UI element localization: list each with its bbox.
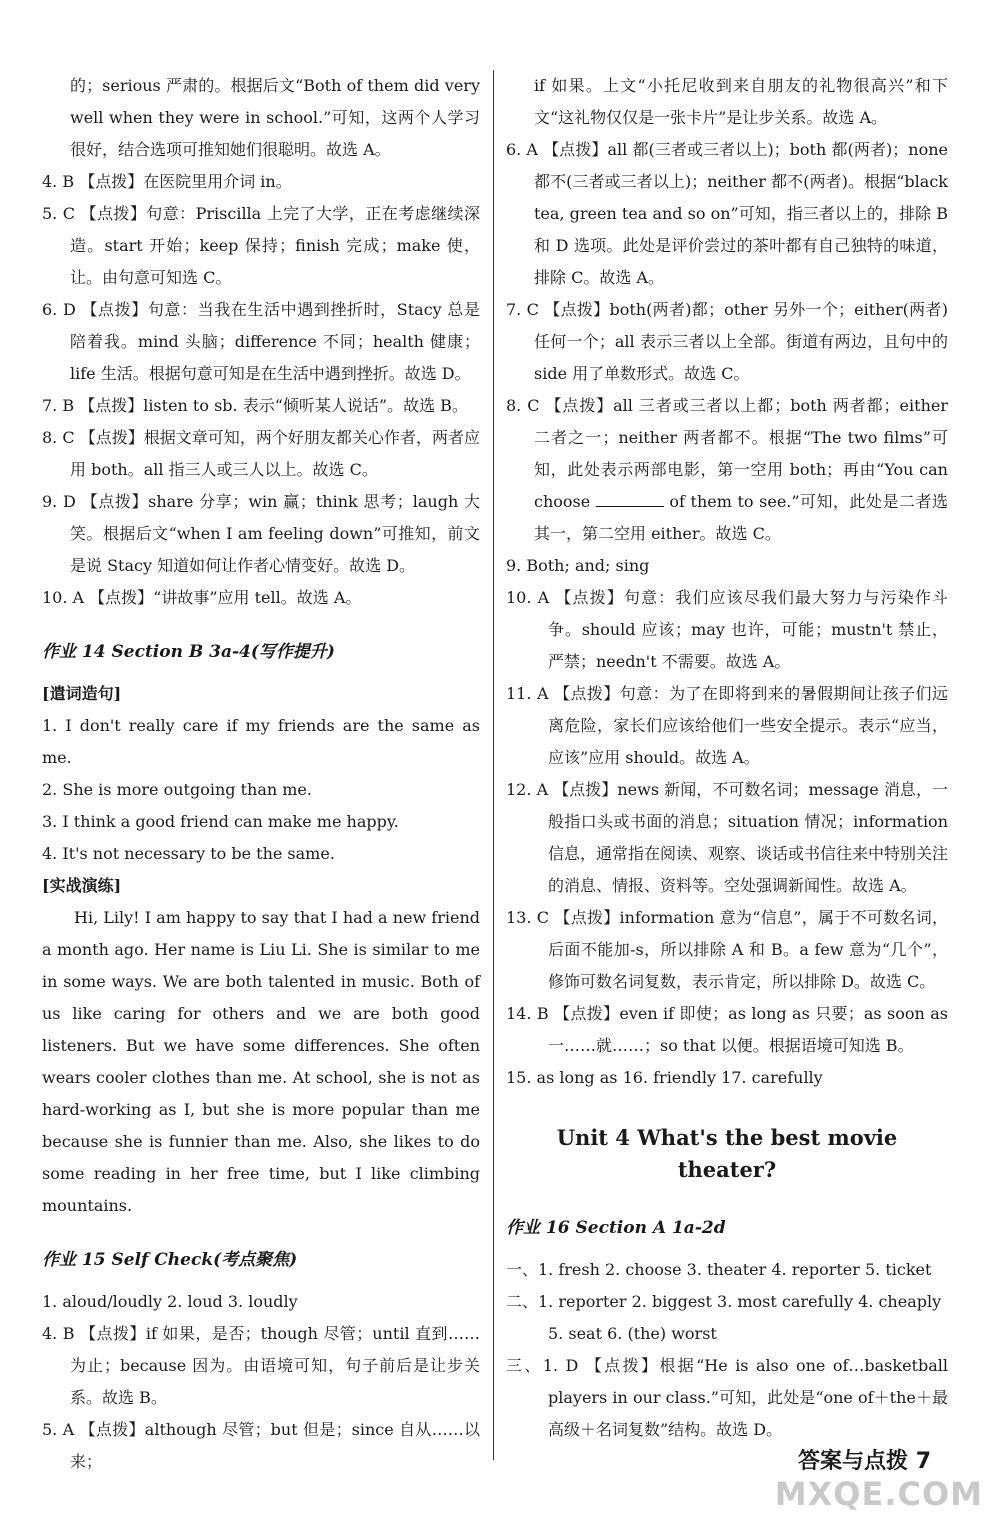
answer-item: 4. B 【点拨】if 如果，是否；though 尽管；until 直到……为止；because 因为。由语境可知，句子前后是让步关系。故选 B。 (42, 1324, 480, 1407)
answer-continuation: 的；serious 严肃的。根据后文“Both of them did very well when they were in school.”可知，这两个人学习很好，结合选项可推知她们很聪明。故选 A。 (70, 76, 480, 159)
answer-item: 11. A 【点拨】句意：为了在即将到来的暑假期间让孩子们远离危险，家长们应该给他们一些安全提示。表示“应当，应该”应用 should。故选 A。 (506, 684, 948, 767)
section-heading: 作业 15 Self Check(考点聚焦) (42, 1250, 298, 1270)
answer-blank (596, 490, 664, 507)
answer-item: 8. C 【点拨】根据文章可知，两个好朋友都关心作者，两者应用 both。all 指三人或三人以上。故选 C。 (42, 428, 480, 479)
answer-item: 6. D 【点拨】句意：当我在生活中遇到挫折时，Stacy 总是陪着我。mind 头脑；difference 不同；health 健康；life 生活。根据句意可知是在生活中遇到挫折。故选 D。 (42, 300, 480, 383)
subsection-label: [实战演练] (42, 876, 122, 895)
answer-text: of them to see.”可知，此处是二者选其一，第二空用 either。故选 C。 (534, 492, 949, 543)
section-heading: 作业 14 Section B 3a-4(写作提升) (42, 642, 335, 662)
answer-item: 12. A 【点拨】news 新闻，不可数名词；message 消息，一般指口头或书面的消息；situation 情况；information 信息，通常指在阅读、观察、谈话或书信往来中特别关注的消息、情报、资料等。空处强调新闻性。故选 A。 (506, 780, 949, 895)
column-divider (493, 70, 494, 1460)
answer-item: 二、1. reporter 2. biggest 3. most carefully 4. cheaply (506, 1292, 942, 1311)
answer-continuation: if 如果。上文“小托尼收到来自朋友的礼物很高兴”和下文“这礼物仅仅是一张卡片”是让步关系。故选 A。 (534, 76, 948, 127)
answer-item: 15. as long as 16. friendly 17. carefully (506, 1068, 823, 1087)
section-heading: 作业 16 Section A 1a-2d (506, 1218, 726, 1238)
left-column (42, 70, 480, 1478)
answer-item: 14. B 【点拨】even if 即使；as long as 只要；as soon as 一……就……；so that 以便。根据语境可知选 B。 (506, 1004, 948, 1055)
sentence-item: 2. She is more outgoing than me. (42, 780, 312, 799)
answer-item: 1. aloud/loudly 2. loud 3. loudly (42, 1292, 298, 1311)
essay-paragraph: Hi, Lily! I am happy to say that I had a new friend a month ago. Her name is Liu Li. She is similar to me in some ways. We are both talented in music. Both of us like caring for others and we are both good listeners. But we have some differences. She often wears cooler clothes than me. At school, she is not as hard-working as I, but she is more popular than me because she is funnier than me. Also, she likes to do some reading in her free time, but I like climbing mountains. (42, 908, 480, 1215)
answer-item: 三、1. D 【点拨】根据“He is also one of…basketball players in our class.”可知，此处是“one of＋the＋最高级＋名词复数”结构。故选 D。 (506, 1356, 948, 1439)
answer-item: 6. A 【点拨】all 都(三者或三者以上)；both 都(两者)；none 都不(三者或三者以上)；neither 都不(两者)。根据“black tea, green tea and so on”可知，指三者以上的，排除 B 和 D 选项。此处是评价尝过的茶叶都有自己独特的味道，排除 C。故选 A。 (506, 140, 948, 287)
subsection-label: [遣词造句] (42, 684, 122, 703)
answer-item: 10. A 【点拨】“讲故事”应用 tell。故选 A。 (42, 588, 362, 607)
right-column (506, 70, 948, 1446)
unit-title: Unit 4 What's the best movie theater? (556, 1125, 898, 1182)
answer-item: 7. C 【点拨】both(两者)都；other 另外一个；either(两者)任何一个；all 表示三者以上全部。街道有两边，且句中的 side 用了单数形式。故选 C。 (506, 300, 948, 383)
watermark-logo: MXQE.COM (774, 1475, 983, 1513)
answer-item (506, 390, 948, 550)
answer-item: 4. B 【点拨】在医院里用介词 in。 (42, 172, 292, 191)
page-footer: 答案与点拨 7 (798, 1449, 931, 1474)
answer-item: 9. D 【点拨】share 分享；win 赢；think 思考；laugh 大笑。根据后文“when I am feeling down”可推知，前文是说 Stacy 知道如何让作者心情变好。故选 D。 (42, 492, 480, 575)
answer-item: 13. C 【点拨】information 意为“信息”，属于不可数名词，后面不能加-s，所以排除 A 和 B。a few 意为“几个”，修饰可数名词复数，表示肯定，所以排除 D。故选 C。 (506, 908, 948, 991)
sentence-item: 3. I think a good friend can make me happy. (42, 812, 399, 831)
answer-item: 一、1. fresh 2. choose 3. theater 4. reporter 5. ticket (506, 1260, 932, 1279)
answer-text: 8. C 【点拨】all 三者或三者以上都；both 两者都；either 二者之一；neither 两者都不。根据“The two films”可知，此处表示两部电影，第一空用 both；再由“You can choose (506, 396, 948, 511)
answer-item: 5. seat 6. (the) worst (548, 1324, 717, 1343)
answer-item: 10. A 【点拨】句意：我们应该尽我们最大努力与污染作斗争。should 应该；may 也许，可能；mustn't 禁止，严禁；needn't 不需要。故选 A。 (506, 588, 948, 671)
answer-item: 9. Both; and; sing (506, 556, 650, 575)
sentence-item: 1. I don't really care if my friends are the same as me. (42, 716, 480, 767)
answer-item: 5. C 【点拨】句意：Priscilla 上完了大学，正在考虑继续深造。start 开始；keep 保持；finish 完成；make 使，让。由句意可知选 C。 (42, 204, 480, 287)
answer-item: 7. B 【点拨】listen to sb. 表示“倾听某人说话”。故选 B。 (42, 396, 468, 415)
answer-item: 5. A 【点拨】although 尽管；but 但是；since 自从……以来； (42, 1420, 480, 1471)
sentence-item: 4. It's not necessary to be the same. (42, 844, 335, 863)
